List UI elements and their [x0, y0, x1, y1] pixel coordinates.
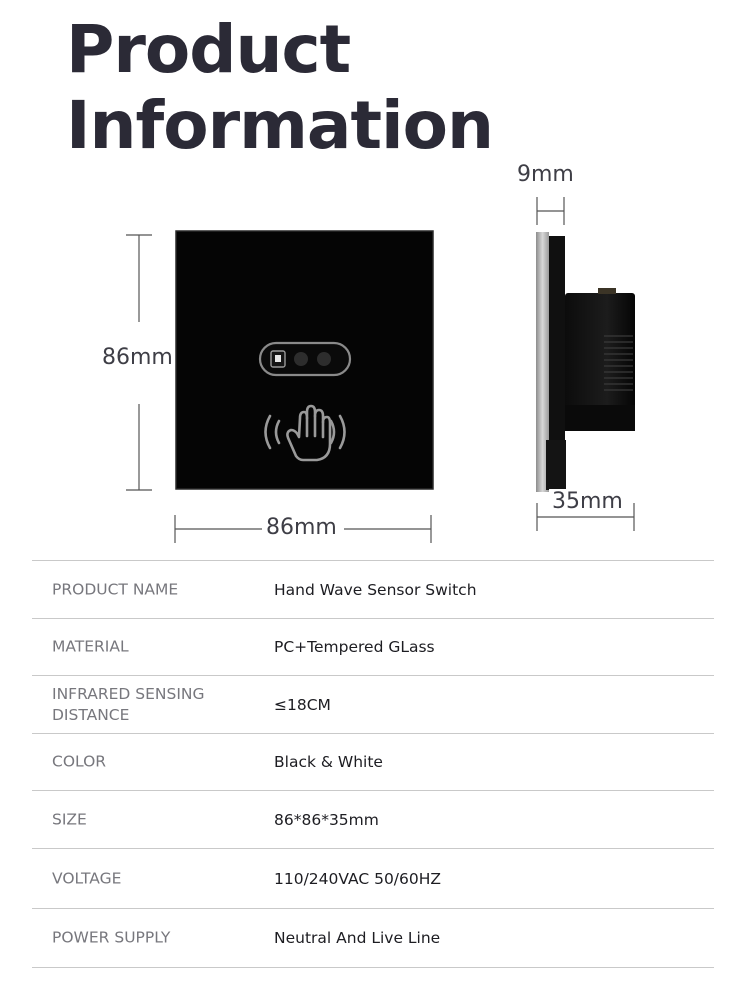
switch-side-view — [536, 232, 635, 492]
sensor-window-icon — [260, 343, 350, 375]
title-line-1: Product — [66, 11, 351, 88]
spec-label: COLOR — [52, 752, 107, 771]
spec-value: 86*86*35mm — [274, 810, 379, 829]
side-depth-label: 35mm — [549, 489, 626, 514]
spec-row-product-name — [32, 560, 714, 618]
spec-row-voltage — [32, 848, 714, 908]
spec-table — [32, 560, 714, 968]
spec-value: Black & White — [274, 753, 383, 771]
spec-row-color — [32, 733, 714, 790]
title-line-2: Information — [66, 87, 493, 164]
spec-value: PC+Tempered GLass — [274, 638, 435, 656]
spec-row-power-supply — [32, 908, 714, 968]
front-width-label: 86mm — [266, 515, 337, 540]
side-thickness-label: 9mm — [517, 162, 574, 187]
spec-label: SIZE — [52, 810, 87, 828]
spec-label: MATERIAL — [52, 637, 129, 656]
thickness-dimension-line — [537, 197, 564, 225]
spec-value: Hand Wave Sensor Switch — [274, 580, 477, 599]
spec-label: INFRARED SENSING DISTANCE — [52, 684, 205, 724]
spec-label: PRODUCT NAME — [52, 580, 179, 598]
spec-label: POWER SUPPLY — [52, 928, 171, 947]
spec-value: 110/240VAC 50/60HZ — [274, 869, 442, 888]
front-height-label: 86mm — [102, 345, 173, 370]
spec-row-sensing-distance — [32, 675, 714, 733]
spec-label: VOLTAGE — [52, 869, 122, 887]
spec-value: ≤18CM — [274, 695, 331, 714]
switch-front-panel — [176, 231, 433, 489]
spec-row-material — [32, 618, 714, 675]
spec-value: Neutral And Live Line — [274, 929, 441, 947]
spec-row-size — [32, 790, 714, 848]
